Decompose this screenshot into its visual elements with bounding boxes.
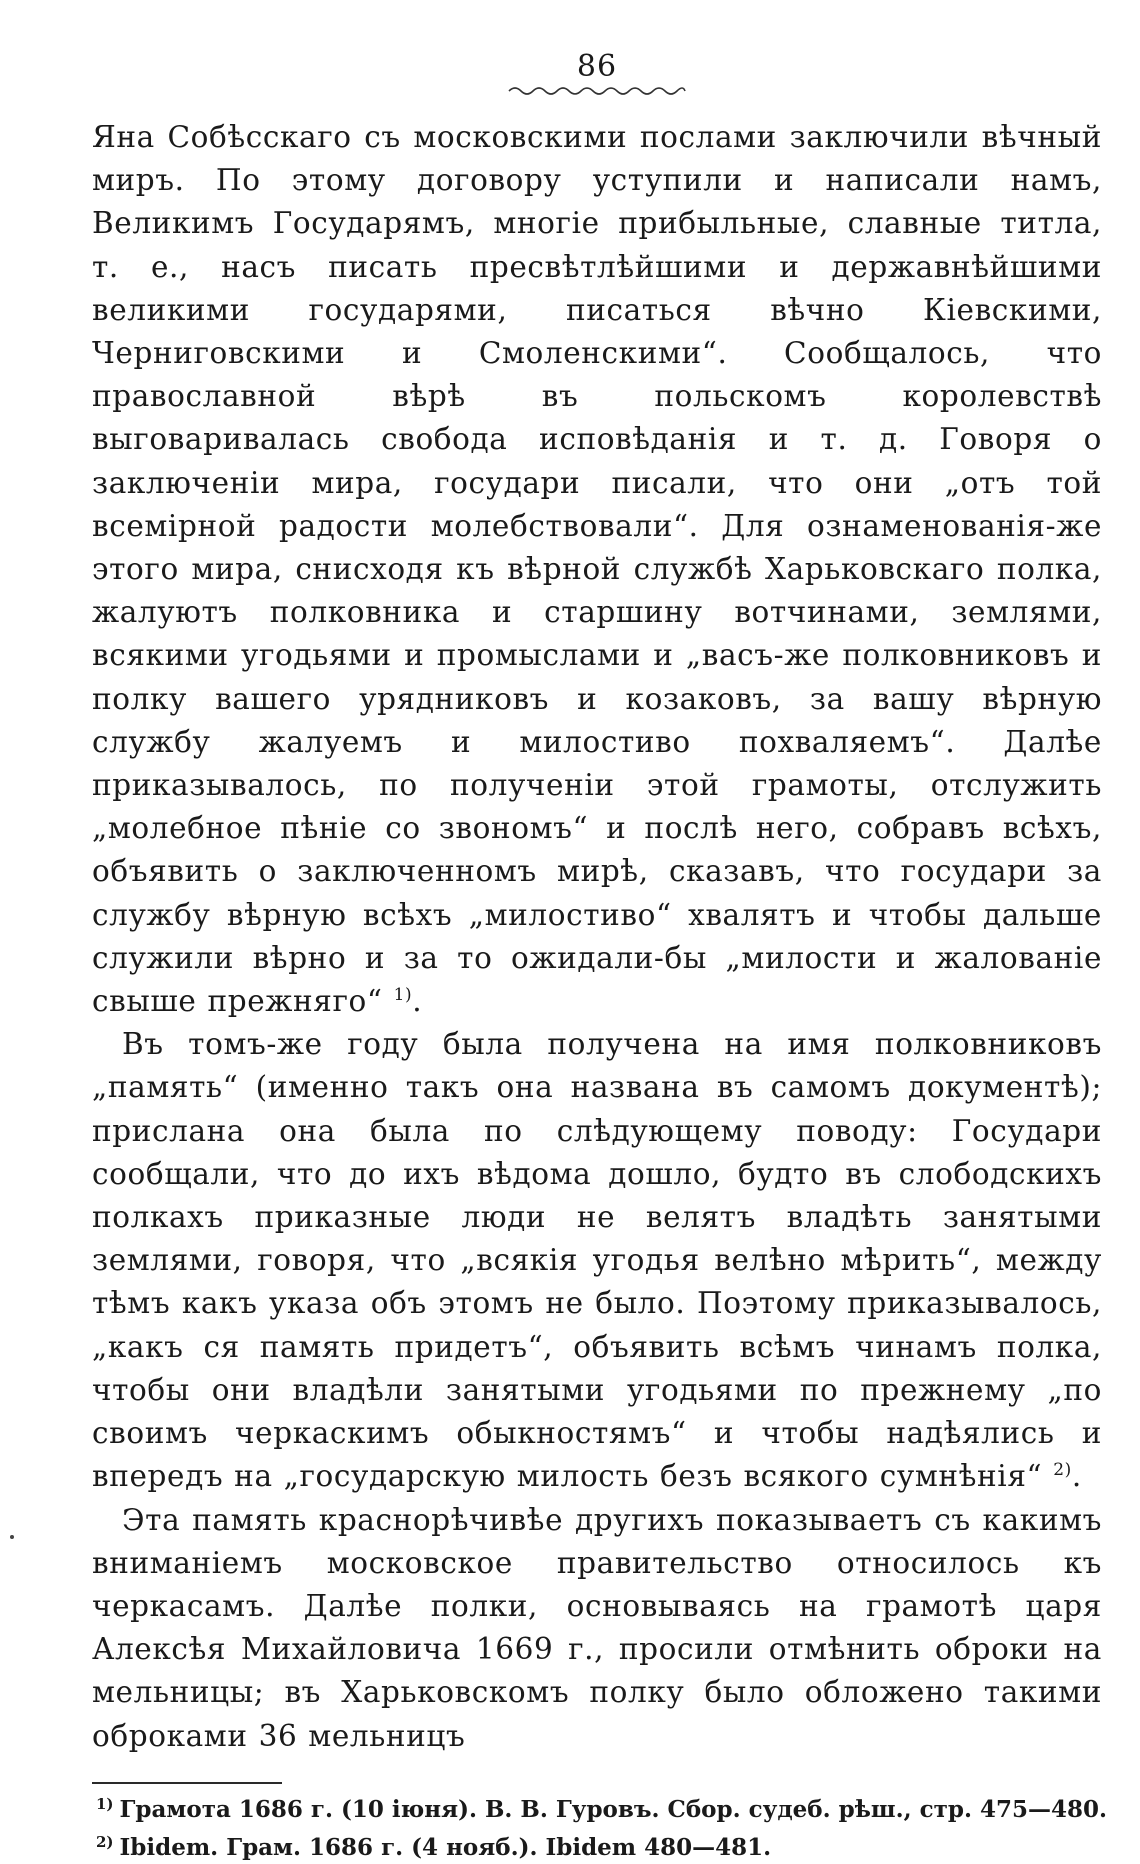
footnote-number: 1): [96, 1794, 114, 1813]
footnote: [92, 1826, 1102, 1864]
footnote-number: 2): [96, 1832, 114, 1851]
footnote-ref: 1): [393, 985, 413, 1006]
footnote-ref: 2): [1053, 1460, 1072, 1481]
margin-speck: [10, 1535, 14, 1539]
footnote-text: Ibidem. Грам. 1686 г. (4 нояб.). Ibidem 480—481.: [119, 1833, 772, 1861]
footnotes: [92, 1788, 1108, 1864]
footnote-divider: [92, 1782, 282, 1784]
wavy-ornament-icon: [507, 84, 687, 98]
paragraph: [92, 1499, 1102, 1758]
paragraph: Въ томъ-же году была получена на имя полковниковъ „память“ (именно такъ она названа въ самомъ документѣ); прислана она была по слѣдующему поводу: Государи сообщали, что до ихъ вѣдома дошло, будто въ слободскихъ полкахъ приказные люди не велятъ владѣть занятыми землями, говоря, что „всякія угодья велѣно мѣрить“, между тѣмъ какъ указа объ этомъ не было. Поэтому приказывалось, „какъ ся память придетъ“, объявить всѣмъ чинамъ полка, чтобы они владѣли занятыми угодьями по прежнему „по своимъ черкаскимъ обыкностямъ“ и чтобы надѣялись и впередъ на „государскую милость безъ всякого сумнѣнія“ $^{2)}$.: [92, 1027, 1102, 1494]
paragraph: Яна Собѣсскаго съ московскими послами заключили вѣчный миръ. По этому договору уступили и написали намъ, Великимъ Государямъ, многіе прибыльные, славные титла, т. е., насъ писать пресвѣтлѣйшими и державнѣйшими великими государями, писаться вѣчно Кіевскими, Черниговскими и Смоленскими“. Сообщалось, что православной вѣрѣ въ польскомъ королевствѣ выговаривалась свобода исповѣданія и т. д. Говоря о заключеніи мира, государи писали, что они „отъ той всемірной радости молебствовали“. Для ознаменованія-же этого мира, снисходя къ вѣрной службѣ Харьковскаго полка, жалуютъ полковника и старшину вотчинами, землями, всякими угодьями и промыслами и „васъ-же полковниковъ и полку вашего урядниковъ и козаковъ, за вашу вѣрную службу жалуемъ и милостиво похваляемъ“. Далѣе приказывалось, по полученіи этой грамоты, отслужить „молебное пѣніе со звономъ“ и послѣ него, собравъ всѣхъ, объявить о заключенномъ мирѣ, сказавъ, что государи за службу вѣрную всѣхъ „милостиво“ хвалятъ и чтобы дальше служили вѣрно и за то ожидали-бы „милости и жалованіе свыше прежняго“ $^{1)}$.: [92, 120, 1102, 1019]
paragraph-text: Эта память краснорѣчивѣе другихъ показываетъ съ какимъ вниманіемъ московское правительство относилось къ черкасамъ. Далѣе полки, основываясь на грамотѣ царя Алексѣя Михайловича 1669 г., просили отмѣнить оброки на мельницы; въ Харьковскомъ полку было обложено такими оброками 36 мельницъ: [92, 1502, 1102, 1753]
footnote: [92, 1788, 1108, 1826]
page-header: [92, 50, 1102, 98]
document-page: [92, 49, 1108, 1864]
body-text: [92, 116, 1102, 1758]
footnote-text: Грамота 1686 г. (10 іюня). В. В. Гуровъ. Сбор. судеб. рѣш., стр. 475—480.: [119, 1795, 1108, 1823]
paragraph-text: Яна Собѣсскаго съ московскими послами заключили вѣчный миръ. По этому договору уступили и написали намъ, Великимъ Государямъ, многіе прибыльные, славные титла, т. е., насъ писать пресвѣтлѣйшими и державнѣйшими великими государями, писаться вѣчно Кіевскими, Черниговскими и Смоленскими“. Сообщалось, что православной вѣрѣ въ польскомъ королевствѣ выговаривалась свобода исповѣданія и т. д. Говоря о заключеніи мира, государи писали, что они „отъ той всемірной радости молебствовали“. Для ознаменованія-же этого мира, снисходя къ вѣрной службѣ Харьковскаго полка, жалуютъ полковника и старшину вотчинами, землями, всякими угодьями и промыслами и „васъ-же полковниковъ и полку вашего урядниковъ и козаковъ, за вашу вѣрную службу жалуемъ и милостиво похваляемъ“. Далѣе приказывалось, по полученіи этой грамоты, отслужить „молебное пѣніе со звономъ“ и послѣ него, собравъ всѣхъ, объявить о заключенномъ мирѣ, сказавъ, что государи за службу вѣрную всѣхъ „милостиво“ хвалятъ и чтобы дальше служили вѣрно и за то ожидали-бы „милости и жалованіе свыше прежняго“: [92, 120, 1102, 1019]
paragraph-text: Въ томъ-же году была получена на имя полковниковъ „память“ (именно такъ она названа въ самомъ документѣ); прислана она была по слѣдующему поводу: Государи сообщали, что до ихъ вѣдома дошло, будто въ слободскихъ полкахъ приказные люди не велятъ владѣть занятыми землями, говоря, что „всякія угодья велѣно мѣрить“, между тѣмъ какъ указа объ этомъ не было. Поэтому приказывалось, „какъ ся память придетъ“, объявить всѣмъ чинамъ полка, чтобы они владѣли занятыми угодьями по прежнему „по своимъ черкаскимъ обыкностямъ“ и чтобы надѣялись и впередъ на „государскую милость безъ всякого сумнѣнія“: [92, 1027, 1102, 1494]
page-number: 86: [576, 49, 618, 84]
